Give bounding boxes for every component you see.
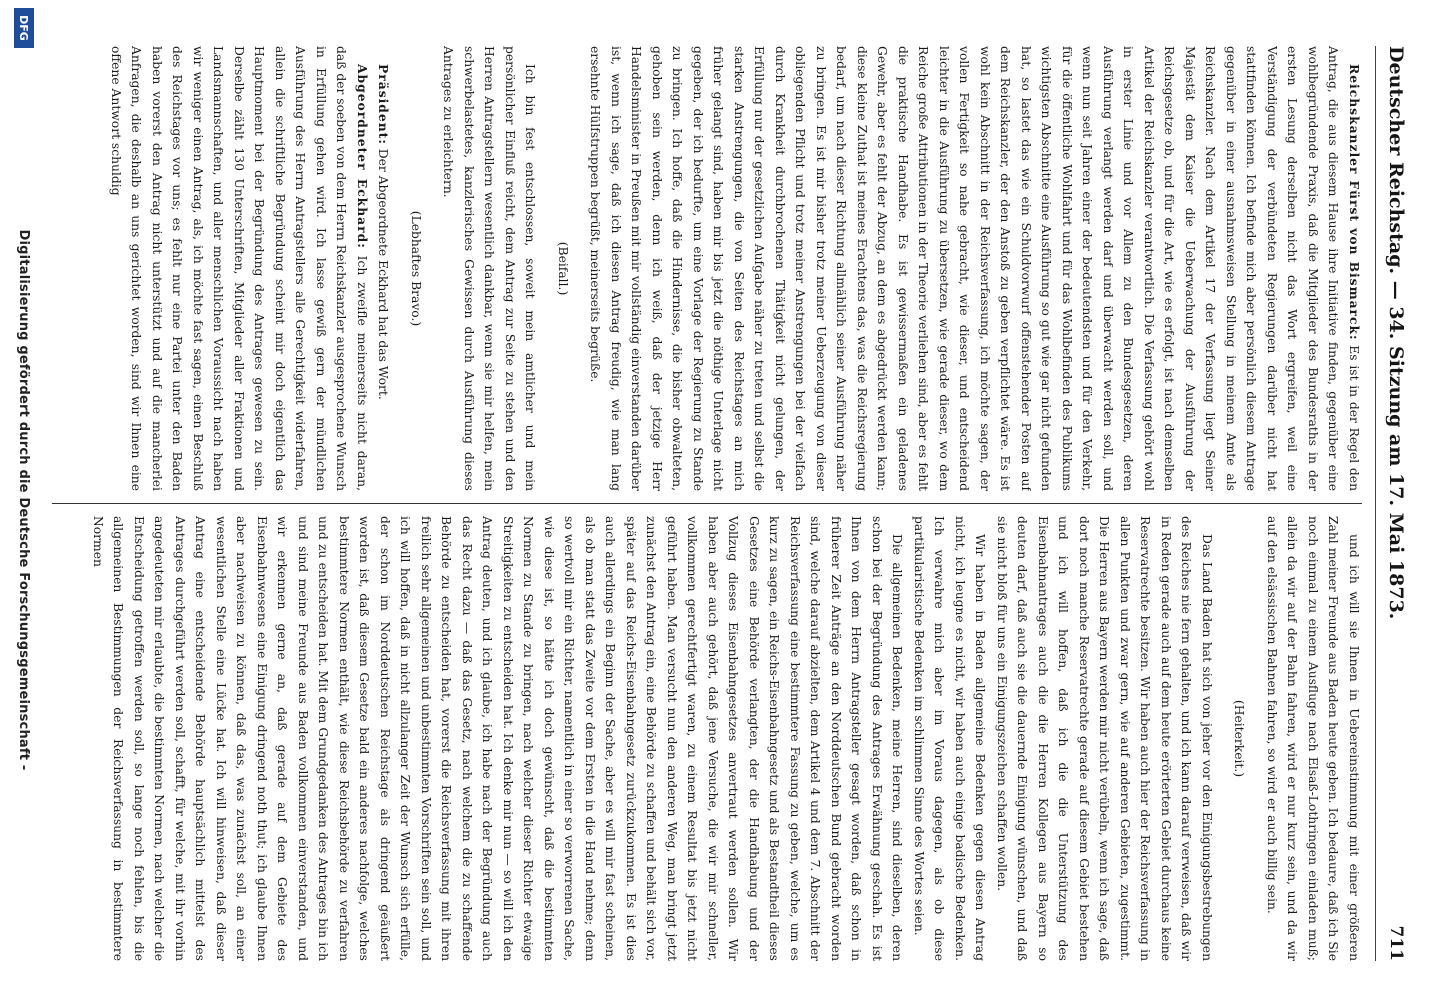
- running-head: Deutscher Reichstag. — 34. Sitzung am 17. Mai 1873.: [1385, 46, 1407, 620]
- speaker-name: Abgeordneter Eckhard:: [355, 64, 370, 249]
- paragraph-text: Ich zweifle meinerseits nicht daran, daß der soeben von dem Herrn Reichskanzler ausgesprochene Wunsch in Erfüllung gehen wird. Ich lasse gewiß gern der mündlichen Ausführung des Herrn Antragstellers alle Gerechtigkeit widerfahren, allein die schriftliche Begründung scheint mir doch eigentlich das Hauptmoment bei der Begründung des Antrages gewesen zu sein. Derselbe zählt 130 Unterschriften, Mitglieder aller Fraktionen und Landsmannschaften, und aller menschlichen Voraussicht nach haben wir weniger einen Antrag, als, ich möchte fast sagen, einen Beschluß des Reichstages vor uns; es fehlt nur eine Partei unter den Baden haben vorerst den Antrag nicht unterstützt und auf die mancherlei Anfragen, die deshalb an uns gerichtet worden, sind wir Ihnen eine offene Antwort schuldig: [109, 46, 369, 491]
- paragraph: [106, 46, 373, 491]
- stage-direction: (Heiterkeit.): [1232, 699, 1247, 778]
- paragraph-text: Der Abgeordnete Eckhard hat das Wort.: [376, 144, 391, 400]
- digitization-note: Digitalisierung gefördert durch die Deutsche Forschungsgemeinschaft -: [16, 229, 31, 771]
- paragraph: [585, 46, 1364, 491]
- speaker-name: Präsident:: [376, 64, 392, 145]
- dfg-logo: DFG: [14, 8, 34, 48]
- paragraph: [373, 46, 394, 491]
- stage-direction: (Beifall.): [556, 241, 570, 296]
- paragraph: Wir haben in Baden allgemeine Bedenken gegen diesen Antrag nicht, ich leugne es nicht, wir haben auch einige badische Bedenken. Ich verwahre mich aber im Voraus dagegen, als ob diese partikularistische Bedenken im schlimmen Sinne des Wortes seien.: [912, 516, 988, 961]
- stage-direction: (Lebhaftes Bravo.): [409, 210, 423, 327]
- paragraph: Ich bin fest entschlossen, soweit mein amtlicher und mein persönlicher Einfluß reicht, dem Antrag zur Seite zu stehen und den Herren Antragstellern wesentlich dankbar, wenn sie mir helfen, mein schwerbelastetes, kanzlerisches Gewissen durch Ausführung dieses Antrages zu erleichtern.: [441, 46, 538, 491]
- speaker-name: Reichskanzler Fürst von Bismarck:: [1347, 64, 1362, 341]
- page-header: [1378, 46, 1414, 961]
- paragraph-text: Es ist in der Regel den Antrag, die aus diesem Hause ihre Initiative finden, gegenüber eine wohlbegründende Praxis, daß die Mitglieder des Bundesraths in der ersten Lesung derselben nicht das Wort ergreifen, weil eine Verständigung der verbündeten Regierungen darüber nicht hat stattfinden können. Ich befinde mich aber persönlich diesem Antrage gegenüber in einer ausnahmsweisen Stellung in meinem Amte als Reichskanzler. Nach dem Artikel 17 der Verfassung liegt Seiner Majestät dem Kaiser die Ueberwachung der Ausführung der Reichsgesetze ob, und für die Art, wie es erfolgt, ist nach demselben Artikel der Reichskanzler verantwortlich. Die Verfassung gehört wohl in erster Linie und vor Allem zu den Bundesgesetzen, deren Ausführung verlangt werden darf und überwacht werden soll, und wenn nun seit Jahren einer der bedeutendsten und für den Verkehr, für die öffentliche Wohlfahrt und für das Wohlbefinden des Publikums wichtigsten Abschnitte eine Ausführung so gut wie gar nicht gefunden hat, so lastet das wie ein Schuldvorwurf offenstehender Posten auf dem Reichskanzler, der den Anstoß zu geben verpflichtet wäre. Es ist wohl kein Abschnitt in der Reichsverfassung, ich möchte sagen, der vollen Fertigkeit so nahe gebracht, wie dieser, und entscheidend leichter in die Ausführung zu übersetzen, wie gerade dieser, wo dem Reiche große Attributionen in der Theorie verliehen sind, aber es fehlt die praktische Handhabe. Es ist gewissermaßen ein geladenes Gewehr, aber es fehlt der Abzug, an dem es abgedrückt werden kann; diese kleine Zuthat ist meines Erachtens das, was die Reichsregierung bedarf, um nach dieser Richtung allmählich seiner Ausführung näher zu bringen. Es ist mir bisher trotz meiner Ueberzeugung von dieser obliegenden Pflicht und trotz meiner Anstrengungen bei der vielfach durch Krankheit durchbrochenen Thätigkeit nicht gelungen, der Erfüllung nur der gesetzlichen Aufgabe näher zu treten und selbst die starken Anstrengungen, die von Seiten des Reichstages an mich früher gelangt sind, haben mir bis jetzt die nöthige Unterlage nicht gegeben, der ich bedurfte, um eine Vorlage der Regierung zu Stande zu bringen. Ich hoffe, daß die Hindernisse, die bisher obwalteten, gehoben sein werden, denn ich weiß, daß der jetzige Herr Handelsminister in Preußen mit mir vollständig einverstanden darüber ist, wenn ich sage, daß ich diesen Antrag freudig, wie man lang ersehnte Hülfstruppen begrüßt, meinerseits begrüße.: [588, 46, 1361, 491]
- text-column-second: [54, 516, 1364, 961]
- header-rule: [1375, 46, 1376, 961]
- column-divider: [52, 503, 1362, 504]
- paragraph: Die allgemeinen Bedenken, meine Herren, sind dieselben, deren schon bei der Begründung des Antrages Erwähnung geschah. Es ist Ihnen von dem Herrn Antragsteller gesagt worden, daß schon in früherer Zeit Anträge an den Norddeutschen Bund gebracht worden sind, welche darauf abzielten, dem Artikel 4 und dem 7. Abschnitt der Reichsverfassung eine bestimmtere Fassung zu geben, welche, um es kurz zu sagen, ein Reichs-Eisenbahngesetz und als Bestandtheil dieses Gesetzes eine Behörde verlangten, der die Handhabung und der Vollzug dieses Eisenbahngesetzes anvertraut werden sollen. Wir haben aber auch gehört, daß jene Versuche, die wir mir schneller, vollkommen gerechtfertigt waren, zu einem Resultat bis jetzt nicht geführt haben. Man versucht nun den anderen Weg, man bringt jetzt zunächst den Antrag ein, eine Behörde zu schaffen und behält sich vor, später auf das Reichs-Eisenbahngesetz zurückzukommen. Es ist dies auch allerdings ein Beginn der Sache, aber es will mir fast scheinen, als ob man statt das Zweite vor dem Ersten in die Hand nehme; denn so wertvoll mir ein Richter, namentlich in einer so verworrenen Sache, wie diese ist, so hätte ich doch gewünscht, daß die bestimmten Normen zu Stande zu bringen, nach welcher dieser Richter etwaige Streitigkeiten zu entscheiden hat. Ich denke mir nun — so will ich den Antrag deuten, und ich glaube, ich habe nach der Begründung auch das Recht dazu — daß das Gesetz, nach welchem die zu schaffende Behörde zu entscheiden hat, vorerst die Reichsverfassung mit ihren freilich sehr allgemeinen und unbestimmten Vorschriften sein soll, und ich will hoffen, daß in nicht allzulanger Zeit der Wunsch sich erfülle, der schon im Norddeutschen Reichstage als dringend geäußert worden ist, daß diesem Gesetze bald ein anderes nachfolge, welches bestimmtere Normen enthält, wie diese Reichsbehörde zu verfahren und zu entscheiden hat. Mit dem Grundgedanken des Antrages bin ich und sind meine Freunde aus Baden vollkommen einverstanden, und wir erkennen gerne an, daß gerade auf dem Gebiete des Eisenbahnwesens eine Einigung dringend noth thut; ich glaube Ihnen aber nachweisen zu können, daß das, was zunächst soll, an einer wesentlichen Stelle eine Lücke hat. Ich will hinweisen, daß dieser Antrag eine entscheidende Behörde hauptsächlich mittelst des Antrages durchgeführt werden soll, schafft, für welche, mit ihr vorhin angedeuteten mir erlaubte, die bestimmten Normen, nach welcher die Entscheidung getroffen werden soll, so lange noch fehlen, bis die allgemeinen Bestimmungen der Reichsverfassung in bestimmtere Normen: [91, 516, 905, 961]
- paragraph: und ich will sie Ihnen in Uebereinstimmung mit einer größeren Zahl meiner Freunde aus Baden heute geben. Ich bedaure, daß ich Sie noch einmal zu einem Ausfluge nach Elsaß-Lothringen einladen muß; allein da wir auf der Bahn fahren, wird er nur kurz sein, und da wir auf den elsässischen Bahnen fahren, so wird er auch billig sein.: [1265, 516, 1361, 961]
- paragraph: Das Land Baden hat sich von jeher vor den Einigungsbestrebungen des Reiches nie fern gehalten, und ich kann darauf verweisen, daß wir in Reden gerade auch auf dem heute erörterten Gebiet durchaus keine Reservatrechte besitzen. Wir haben auch hier der Reichsverfassung in allen Punkten und zwar gern, wie auf anderen Gebieten, zugestimmt. Die Herren aus Bayern werden mir nicht verübeln, wenn ich sage, daß dort noch manche Reservatrechte gerade auf diesem Gebiet bestehen und ich will hoffen, daß ich die die Unterstützung des Eisenbahnantrages auch die die Herren Kollegen aus Bayern so deuten darf, daß auch sie die dauernde Einigung wünschen, und daß sie nicht bloß für uns ein Einigungszeichen schaffen wollen.: [995, 516, 1214, 961]
- page-number: 711: [1386, 925, 1406, 961]
- text-column-first: [54, 46, 1364, 491]
